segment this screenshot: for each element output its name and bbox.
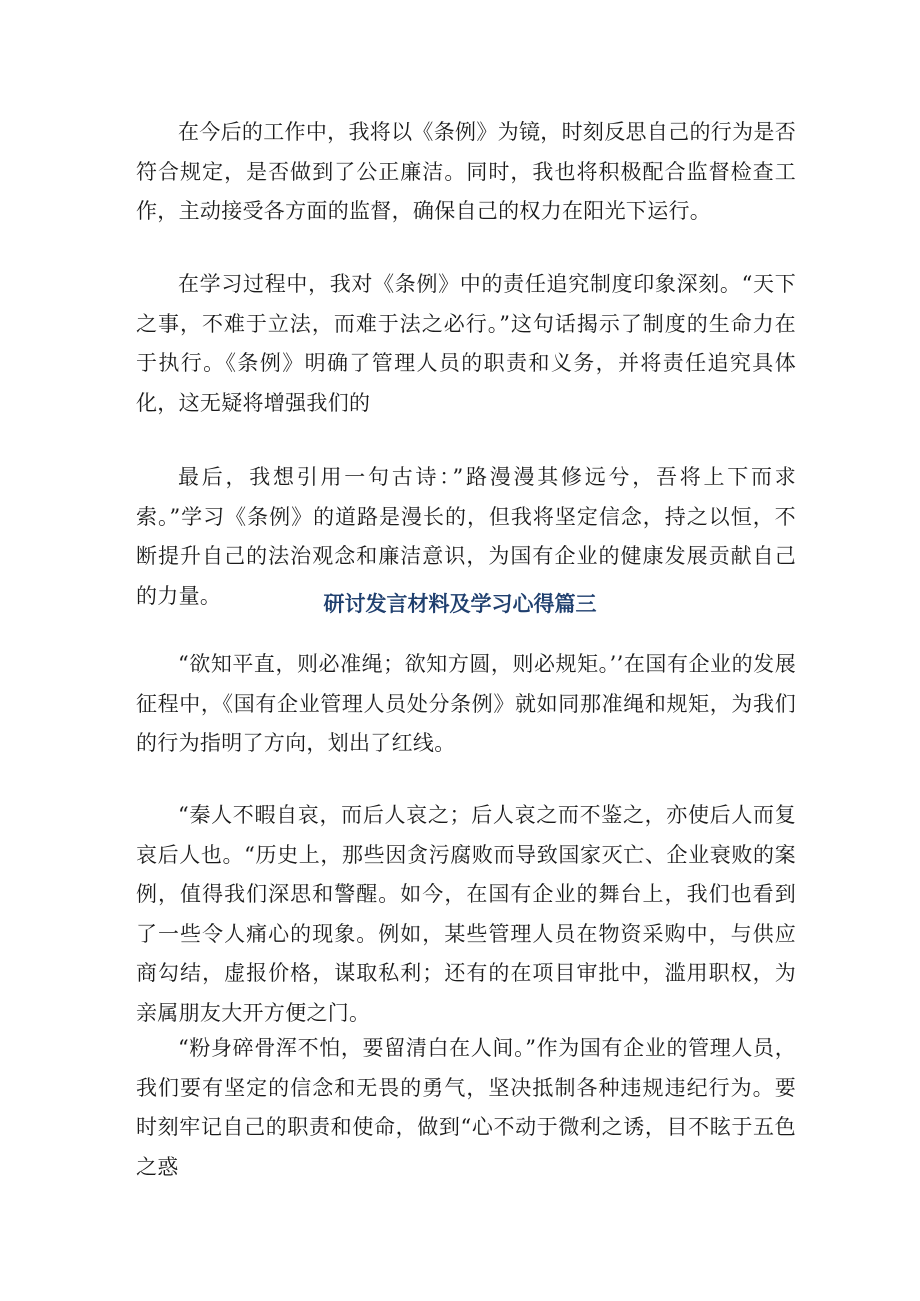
paragraph-accountability: 在学习过程中，我对《条例》中的责任追究制度印象深刻。“天下之事，不难于立法，而难于法之必行。”这句话揭示了制度的生命力在于执行。《条例》明确了管理人员的职责和义务，并将责任追究具体化，这无疑将增强我们的 [136, 272, 796, 415]
paragraph-rules: “欲知平直，则必准绳；欲知方圆，则必规矩。’’在国有企业的发展征程中，《国有企业管理人员处分条例》就如同那准绳和规矩，为我们的行为指明了方向，划出了红线。 [136, 652, 796, 755]
paragraph-review-conduct: 在今后的工作中，我将以《条例》为镜，时刻反思自己的行为是否符合规定，是否做到了公正廉洁。同时，我也将积极配合监督检查工作，主动接受各方面的监督，确保自己的权力在阳光下运行。 [136, 120, 796, 223]
paragraph-integrity: “粉身碎骨浑不怕，要留清白在人间。”作为国有企业的管理人员，我们要有坚定的信念和无畏的勇气，坚决抵制各种违规违纪行为。要时刻牢记自己的职责和使命，做到“心不动于微利之诱，目不眩于五色之惑 [136, 1036, 796, 1179]
paragraph-closing-poem: 最后，我想引用一句古诗：”路漫漫其修远兮，吾将上下而求索。”学习《条例》的道路是漫长的，但我将坚定信念，持之以恒，不断提升自己的法治观念和廉洁意识，为国有企业的健康发展贡献自己的力量。 [136, 465, 796, 608]
paragraph-history-lesson: “秦人不暇自哀，而后人哀之；后人哀之而不鉴之，亦使后人而复哀后人也。“历史上，那些因贪污腐败而导致国家灭亡、企业衰败的案例，值得我们深思和警醒。如今，在国有企业的舞台上，我们也看到了一些令人痛心的现象。例如，某些管理人员在物资采购中，与供应商勾结，虚报价格，谋取私利；还有的在项目审批中，滥用职权，为亲属朋友大开方便之门。 [136, 803, 796, 1025]
section-heading: 研讨发言材料及学习心得篇三 [323, 592, 597, 616]
